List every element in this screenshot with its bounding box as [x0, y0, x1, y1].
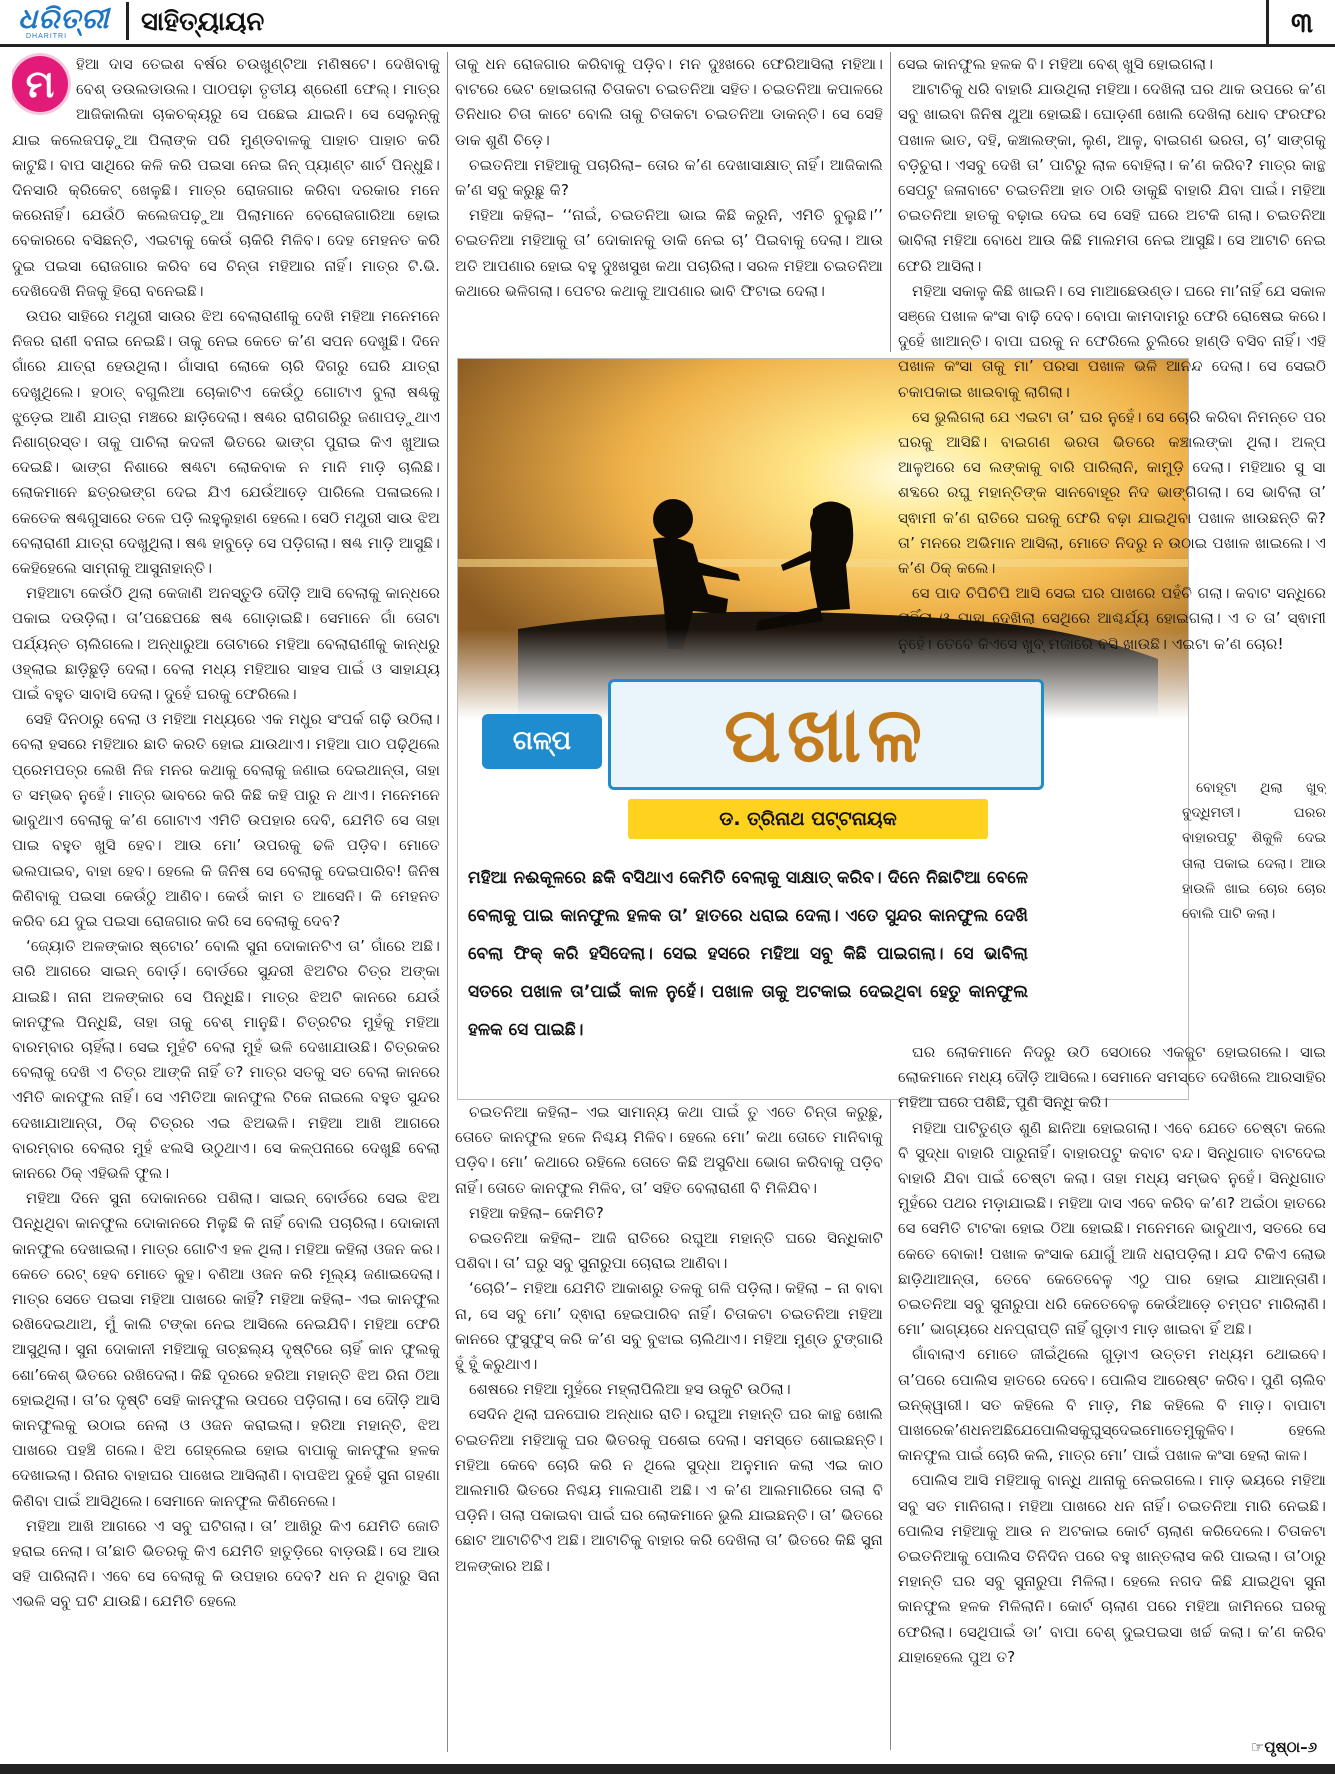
story-column-3-bottom — [898, 1040, 1326, 1750]
story-column-3-top — [898, 52, 1326, 772]
story-column-1 — [12, 52, 440, 1752]
dropcap: ମ — [12, 56, 68, 112]
dharitri-logo — [8, 2, 118, 42]
story-title: ପଖାଳ — [608, 679, 1044, 790]
paragraph: ତାକୁ ଧନ ରୋଜଗାର କରିବାକୁ ପଡ଼ିବ। ମନ ଦୁଃଖରେ ଫେରିଆସିଲା ମହିଆ। ବାଟରେ ଭେଟ ହୋଇଗଲା ଚିତାକଟା ଚଇତନିଆ ସହିତ। ଚଇତନିଆ କପାଳରେ ତିନିଧାର ଚିତା କାଟେ ବୋଲି ତାକୁ ଚିତାକଟା ଚଇତନିଆ ଡାକନ୍ତି। ସେ ସେହି ଡାକ ଶୁଣି ଚିଡ଼େ। — [455, 55, 883, 149]
page-number: ୩ — [1266, 0, 1335, 44]
footer-bar — [0, 1764, 1335, 1774]
story-column-2-top — [455, 52, 883, 352]
paragraph: ମହିଆ ଦିନେ ସୁନା ଦୋକାନରେ ପଶିଲା। ସାଇନ୍ ବୋର୍ଡରେ ସେଇ ଝିଅ ପିନ୍ଧିଥିବା କାନଫୁଲ ଦୋକାନରେ ମିଳୁଛି କି ନାହିଁ ବୋଲି ପଚାରିଲା। ଦୋକାନୀ କାନଫୁଲ ଦେଖାଇଲା। ମାତ୍ର ଗୋଟିଏ ହଳ ଥିଲା। ମହିଆ କହିଲା ଓଜନ କର। କେତେ ରେଟ୍ ହେବ ମୋତେ କୁହ। ବଣିଆ ଓଜନ କରି ମୂଲ୍ୟ ଜଣାଇଦେଲା। ମାତ୍ର ସେତେ ପଇସା ମହିଆ ପାଖରେ କାହିଁ? ମହିଆ କହିଲା– ଏଇ କାନଫୁଲ ରଖିଦେଇଥାଅ, ମୁଁ କାଲି ଟଙ୍କା ନେଇ ଆସିଲେ ନେଇଯିବି। ମହିଆ ଫେରି ଆସୁଥିଲା। ସୁନା ଦୋକାନୀ ମହିଆକୁ ତାଚ୍ଛଲ୍ୟ ଦୃଷ୍ଟିରେ ଚାହିଁ କାନ ଫୁଲକୁ ଶୋ’କେଶ୍ ଭିତରେ ରଖିଦେଲା। କିଛି ଦୂରରେ ହରିଆ ମହାନ୍ତି ଝିଅ ରିନା ଠିଆ ହୋଇଥିଲା। ତା’ର ଦୃଷ୍ଟି ସେହି କାନଫୁଲ ଉପରେ ପଡ଼ିଗଲା। ସେ ଦୌଡ଼ି ଆସି କାନଫୁଲକୁ ଉଠାଇ ନେଲା ଓ ଓଜନ କରାଇଲା। ହରିଆ ମହାନ୍ତି, ଝିଅ ପାଖରେ ପହଞ୍ଚି ଗଲେ। ଝିଅ ଗେହ୍ଲେଇ ହୋଇ ବାପାକୁ କାନଫୁଲ ହଳକ ଦେଖାଇଲା। ରିନାର ବାହାଘର ପାଖେଇ ଆସିଲାଣି। ବାପଝିଅ ଦୁହେଁ ସୁନା ଗହଣା କିଣିବା ପାଇଁ ଆସିଥିଲେ। ସେମାନେ କାନଫୁଲ କିଣିନେଲେ। — [12, 1189, 440, 1510]
paragraph: ସେଦିନ ଥିଲା ଘନଘୋର ଅନ୍ଧାର ରାତି। ରଘୁଆ ମହାନ୍ତି ଘର କାନ୍ଥ ଖୋଲି ଚଇତନିଆ ମହିଆକୁ ଘର ଭିତରକୁ ପଶେଇ ଦେଲା। ସମସ୍ତେ ଶୋଇଛନ୍ତି। ମହିଆ କେବେ ଚୋରି କରି ନ ଥିଲେ ସୁଦ୍ଧା ଅନୁମାନ କଲା ଏଇ କାଠ ଆଲମାରି ଭିତରେ ନିଶ୍ଚୟ ମାଲପାଣି ଅଛି। ଏ କ’ଣ ଆଲମାରିରେ ତାଲା ବି ପଡ଼ିନି। ତାଲା ପକାଇବା ପାଇଁ ଘର ଲୋକମାନେ ଭୁଲି ଯାଇଛନ୍ତି। ତା’ ଭିତରେ ଛୋଟ ଆଟାଚିଟିଏ ଅଛି। ଆଟାଚିକୁ ବାହାର କରି ଦେଖିଲା ତା’ ଭିତରେ କିଛି ସୁନା ଅଳଙ୍କାର ଅଛି। — [455, 1405, 883, 1575]
paragraph: ଚଇତନିଆ କହିଲା– ଏଇ ସାମାନ୍ୟ କଥା ପାଇଁ ତୁ ଏତେ ଚିନ୍ତା କରୁଛୁ, ତୋତେ କାନଫୁଲ ହଳେ ନିଶ୍ଚୟ ମିଳିବ। ହେଲେ ମୋ’ କଥା ତୋତେ ମାନିବାକୁ ପଡ଼ିବ। ମୋ’ କଥାରେ ରହିଲେ ତୋତେ କିଛି ଅସୁବିଧା ଭୋଗ କରିବାକୁ ପଡ଼ିବ ନାହିଁ। ତୋତେ କାନଫୁଲ ମିଳିବ, ତା’ ସହିତ ବେଲାରାଣୀ ବି ମିଳିଯିବ। — [455, 1103, 883, 1197]
paragraph: ସେଇ କାନଫୁଲ ହଳକ ବି। ମହିଆ ବେଶ୍ ଖୁସି ହୋଇଗଲା। — [898, 55, 1214, 73]
paragraph: ଗାଁବାଲାଏ ମୋତେ ଜୀଇଁଥିଲେ ଗୁଡ଼ାଏ ଉତ୍ତମ ମଧ୍ୟମ ଥୋଇବେ। ତା’ପରେ ପୋଲିସ ହାତରେ ଦେବେ। ପୋଲିସ ଆରେଷ୍ଟ କରିବ। ପୁଣି ଚାଲିବ ଇନ୍‌କ୍ୱାରୀ। ସତ କହିଲେ ବି ମାଡ଼, ମିଛ କହିଲେ ବି ମାଡ଼। ବାପାଟା ପାଖରେକ’ଣଧନଅଛିଯେପୋଲିସକୁଘୁସ୍‌ଦେଇମୋତେମୁକୁଳିବ। ହେଲେ କାନଫୁଲ ପାଇଁ ଚୋରି କଲି, ମାତ୍ର ମୋ’ ପାଇଁ ପଖାଳ କଂସା ହେଲା କାଳ। — [898, 1345, 1326, 1465]
story-column-3-narrow — [1182, 776, 1326, 956]
paragraph: ଉପର ସାହିରେ ମଥୁରୀ ସାଉର ଝିଅ ବେଲାରାଣୀକୁ ଦେଖି ମହିଆ ମନେମନେ ନିଜର ରାଣୀ ବନାଇ ନେଇଛି। ତାକୁ ନେଇ କେତେ କ’ଣ ସପନ ଦେଖୁଛି। ଦିନେ ଗାଁରେ ଯାତ୍ରା ହେଉଥିଲା। ଗାଁସାରା ଲୋକେ ଚାରି ଦିଗରୁ ଘେରି ଯାତ୍ରା ଦେଖୁଥିଲେ। ହଠାତ୍ ବଗୁଲିଆ ଚୋକାଟିଏ କେଉଁଠୁ ଗୋଟାଏ ବୁଲା ଷଣ୍ଢକୁ ଝୁଡ଼େଇ ଆଣି ଯାତ୍ରା ମଞ୍ଚରେ ଛାଡ଼ିଦେଲା। ଷଣ୍ଢର ରାଗିଗରିରୁ ଜଣାପଡ଼ୁଥାଏ ନିଶାଗ୍ରସ୍ତ। ତାକୁ ପାଚିଲା କଦଳୀ ଭିତରେ ଭାଙ୍ଗ ପୁରାଇ କିଏ ଖୁଆଇ ଦେଇଛି। ଭାଙ୍ଗ ନିଶାରେ ଷଣ୍ଢଟା ଲୋକବାକ ନ ମାନି ମାଡ଼ି ଚାଲିଛି। ଲୋକମାନେ ଛତ୍ରଭଙ୍ଗ ଦେଇ ଯିଏ ଯେଉଁଆଡ଼େ ପାରିଲେ ପଳାଇଲେ। କେତେକ ଷଣ୍ଢଗୁସାରେ ତଳେ ପଡ଼ି ଲହୁଲୁହାଣ ହେଲେ। ସେଠି ମଥୁରୀ ସାଉ ଝିଅ ବେଲାରାଣୀ ଯାତ୍ରା ଦେଖୁଥିଲା। ଷଣ୍ଢ ହାବୁଡ଼େ ସେ ପଡ଼ିଗଲା। ଷଣ୍ଢ ମାଡ଼ି ଆସୁଛି। କେହିହେଲେ ସାମ୍ନାକୁ ଆସୁନାହାନ୍ତି। — [12, 307, 440, 578]
section-title: ସାହିତ୍ୟାୟନ — [126, 2, 274, 40]
paragraph: ଶେଷରେ ମହିଆ ମୁହଁରେ ମହ୍ଲାପିଲିଆ ହସ ଉକୁଟି ଉଠିଲା। — [469, 1380, 791, 1399]
paragraph: ଚଇତନିଆ ମହିଆକୁ ପଚାରିଲା– ତୋର କ’ଣ ଦେଖାସାକ୍ଷାତ୍ ନାହିଁ। ଆଜିକାଲି କ’ଣ ସବୁ କରୁଛୁ କି? — [455, 155, 883, 200]
paragraph: ମହିଆ ଆଖି ଆଗରେ ଏ ସବୁ ଘଟିଗଲା। ତା’ ଆଖିରୁ କିଏ ଯେମିତି ଜୋତି ହରାଇ ନେଲା। ତା’ଛାତି ଭିତରକୁ କିଏ ଯେମିତି ହାତୁଡ଼ିରେ ବାଡ଼ଉଛି। ସେ ଆଉ ସହି ପାରିଲାନି। ଏବେ ସେ ବେଲାକୁ କି ଉପହାର ଦେବ? ଧନ ନ ଥିବାରୁ ସିନା ଏଭଳି ସବୁ ଘଟି ଯାଉଛି। ଯେମିତି ହେଲେ — [12, 1516, 440, 1611]
paragraph: ସେ ପାଦ ଚିପିଚିପି ଆସି ସେଇ ଘର ପାଖରେ ପହଁଚି ଗଲା। କବାଟ ସନ୍ଧିରେ ଚାହିଁଲା ଓ ଯାହା ଦେଖିଲା ସେଥିରେ ଆଶ୍ଚର୍ଯ୍ୟ ହୋଇଗଲା। ଏ ତ ତା’ ସ୍ଵାମୀ ନୁହେଁ। ତେବେ କିଏସେ ଖୁବ୍ ମଜାରେ ବସି ଖାଉଛି। ଏଇଟା କ’ଣ ଚୋର! — [898, 584, 1326, 653]
paragraph: ‘ଚୋରି’– ମହିଆ ଯେମିତି ଆକାଶରୁ ତଳକୁ ଗଳି ପଡ଼ିଲା। କହିଲା – ନା ବାବା ନା, ସେ ସବୁ ମୋ’ ଦ୍ଵାରା ହେଇପାରିବ ନାହିଁ। ଚିତାକଟା ଚଇତନିଆ ମହିଆ କାନରେ ଫୁସୁଫୁସ୍ କରି କ’ଣ ସବୁ ବୁଝାଇ ଚାଲିଥାଏ। ମହିଆ ମୁଣ୍ଡ ଟୁଙ୍ଗାରି ହୁଁ ହୁଁ କରୁଥାଏ। — [455, 1279, 883, 1374]
column-divider — [890, 1100, 891, 1750]
author-name: ଡ. ତ୍ରିନାଥ ପଟ୍ଟନାୟକ — [628, 799, 988, 839]
paragraph: ହିଆ ଦାସ ତେଇଶ ବର୍ଷର ଚଉଖୁଣ୍ଟିଆ ମଣିଷଟେ। ଦେଖିବାକୁ ବେଶ୍ ଡଉଲଡାଉଲ। ପାଠପଢ଼ା ତୃତୀୟ ଶ୍ରେଣୀ ଫେଲ୍। ମାତ୍ର ଆଜିକାଲିକା ଚାକଚକ୍ୟରୁ ସେ ପଛେଇ ଯାଇନି। ସେ ସେଲୁନ୍‌କୁ ଯାଇ କଲେଜପଢ଼ୁଆ ପିଲାଙ୍କ ପରି ମୁଣ୍ଡବାଳକୁ ପାହାଚ ପାହାଚ କରି କାଟୁଛି। ବାପ ସାଥିରେ କଳି କରି ପଇସା ନେଇ ଜିନ୍ ପ୍ୟାଣ୍ଟ ଶାର୍ଟ ପିନ୍ଧୁଛି। ଦିନସାରି କ୍ରିକେଟ୍ ଖେଳୁଛି। ମାତ୍ର ରୋଜଗାର କରିବା ଦରକାର ମନେ କରେନାହିଁ। ଯେଉଁଠି କଲେଜପଢ଼ୁଆ ପିଲାମାନେ ବେରୋଜଗାରିଆ ହୋଇ ବେକାରରେ ବସିଛନ୍ତି, ଏଇଟାକୁ କେଉଁ ଚାକିରି ମିଳିବ। ଦେହ ମେହନତ କରି ଦୁଇ ପଇସା ରୋଜଗାର କରିବ ସେ ଚିନ୍ତା ମହିଆର ନାହିଁ। ମାତ୍ର ଟି.ଭି. ଦେଖିଦେଖି ନିଜକୁ ହିରୋ ବନେଇଛି। — [12, 55, 440, 300]
paragraph: ମହିଆଟା କେଉଁଠି ଥିଲା କେଜାଣି ଅନସ୍ତୁଡି ଦୌଡ଼ି ଆସି ବେଲାକୁ କାନ୍ଧରେ ପକାଇ ଦଉଡ଼ିଲା। ତା’ପଛେପଛେ ଷଣ୍ଢ ଗୋଡ଼ାଇଛି। ସେମାନେ ଗାଁ ତୋଟା ପର୍ଯ୍ୟନ୍ତ ଚାଲିଗଲେ। ଅନ୍ଧାରୁଆ ତୋଟାରେ ମହିଆ ବେଲାରାଣୀକୁ କାନ୍ଧରୁ ଓହ୍ଲାଇ ଛାଡ଼ିଛୁଡ଼ି ଦେଲା। ବେଲା ମଧ୍ୟ ମହିଆର ସାହସ ପାଇଁ ଓ ସାହାଯ୍ୟ ପାଇଁ ବହୁତ ସାବାସି ଦେଲା। ଦୁହେଁ ଘରକୁ ଫେରିଲେ। — [12, 584, 440, 704]
paragraph: ମହିଆ ସକାଳୁ କିଛି ଖାଇନି। ସେ ମାଆଛେଉଣ୍ଡ। ଘରେ ମା’ନାହିଁ ଯେ ସକାଳ ସଞ୍ଜେ ପଖାଳ କଂସା ବାଢ଼ି ଦେବ। ବୋପା କାମଦାମରୁ ଫେରି ରୋଷେଇ କରେ। ଦୁହେଁ ଖାଆନ୍ତି। ବାପା ଘରକୁ ନ ଫେରିଲେ ଚୁଲିରେ ହାଣ୍ଡି ବସିବ ନାହିଁ। ଏହି ପଖାଳ କଂସା ତାକୁ ମା’ ପରସା ପଖାଳ ଭଳି ଆନନ୍ଦ ଦେଲା। ସେ ସେଇଠି ଚକାପକାଇ ଖାଇବାକୁ ଲାଗିଲା। — [898, 281, 1326, 401]
paragraph: ବୋହୂଟା ଥିଲା ଖୁବ୍ ବୁଦ୍ଧିମତୀ। ଘରର ବାହାରପଟୁ ଶିକୁଳି ଦେଇ ତାଲା ପକାଇ ଦେଲା। ଆଉ ହାଉଳି ଖାଇ ଚୋର ଚୋର ବୋଲି ପାଟି କଲା। — [1182, 780, 1326, 923]
paragraph: ମହିଆ ପାଟିତୁଣ୍ଡ ଶୁଣି ଛାନିଆ ହୋଇଗଲା। ଏବେ ଯେତେ ଚେଷ୍ଟା କଲେ ବି ସୁଦ୍ଧା ବାହାରି ପାରୁନାହିଁ। ବାହାରପଟୁ କବାଟ ବନ୍ଦ। ସିନ୍ଧିଗାତ ବାଟଦେଇ ବାହାରି ଯିବା ପାଇଁ ଚେଷ୍ଟା କଲା। ତାହା ମଧ୍ୟ ସମ୍ଭବ ନୁହେଁ। ସିନ୍ଧିଗାତ ମୁହଁରେ ପଥର ମଡ଼ାଯାଇଛି। ମହିଆ ଦାସ ଏବେ କରିବ କ’ଣ? ଅଇଁଠା ହାତରେ ସେ ସେମିତି ଟାଟକା ହୋଇ ଠିଆ ହୋଇଛି। ମନେମନେ ଭାବୁଥାଏ, ସତରେ ସେ କେତେ ବୋକା! ପଖାଳ କଂସାକ ଯୋଗୁଁ ଆଜି ଧରାପଡ଼ିଲା। ଯଦି ଟିକିଏ ଲୋଭ ଛାଡ଼ିଥାଆନ୍ତା, ତେବେ କେତେବେଳୁ ଏଠୁ ପାର ହୋଇ ଯାଆନ୍ତାଣି। ଚଇତନିଆ ସବୁ ସୁନାରୁପା ଧରି କେତେବେଳୁ କେଉଁଆଡ଼େ ଚମ୍ପଟ ମାରିଲାଣି। ମୋ’ ଭାଗ୍ୟରେ ଧନପ୍ରାପ୍ତି ନାହିଁ ଗୁଡ଼ାଏ ମାଡ଼ ଖାଇବା ହିଁ ଅଛି। — [898, 1118, 1326, 1339]
paragraph: ମହିଆ କହିଲା– ‘‘ନାଇଁ, ଚଇତନିଆ ଭାଇ କିଛି କରୁନି, ଏମିତି ବୁଲୁଛି।’’ ଚଇତନିଆ ମହିଆକୁ ତା’ ଦୋକାନକୁ ଡାକି ନେଇ ଚା’ ପିଇବାକୁ ଦେଲା। ଆଉ ଅତି ଆପଣାର ହୋଇ ବହୁ ଦୁଃଖସୁଖ କଥା ପଚାରିଲା। ସରଳ ମହିଆ ଚଇତନିଆ କଥାରେ ଭଳିଗଲା। ପେଟର କଥାକୁ ଆପଣାର ଭାବି ଫିଟାଇ ଦେଲା। — [455, 206, 883, 300]
continued-page-link[interactable]: ☞ପୃଷ୍ଠା–୬ — [1250, 1738, 1317, 1756]
paragraph-list — [12, 52, 440, 1615]
page-header — [0, 0, 1335, 47]
paragraph: ମହିଆ କହିଲା– କେମିତି? — [469, 1203, 604, 1222]
column-divider — [447, 52, 448, 1752]
paragraph: ‘ଜ୍ୟୋତି ଅଳଙ୍କାର ଷ୍ଟୋର’ ବୋଲି ସୁନା ଦୋକାନଟିଏ ତା’ ଗାଁରେ ଅଛି। ତାରି ଆଗରେ ସାଇନ୍ ବୋର୍ଡ଼। ବୋର୍ଡରେ ସୁନ୍ଦରୀ ଝିଅଟିର ଚିତ୍ର ଅଙ୍କା ଯାଇଛି। ନାନା ଅଳଙ୍କାର ସେ ପିନ୍ଧିଛି। ମାତ୍ର ଝିଅଟି କାନରେ ଯେଉଁ କାନଫୁଲ ପିନ୍ଧିଛି, ତାହା ତାକୁ ବେଶ୍ ମାନୁଛି। ଚିତ୍ରଟିର ମୁହଁକୁ ମହିଆ ବାରମ୍ବାର ଚାହିଁଲା। ସେଇ ମୁହଁଟି ବେଲା ମୁହଁ ଭଳି ଦେଖାଯାଉଛି। ଚିତ୍ରକର ବେଲାକୁ ଦେଖି ଏ ଚିତ୍ର ଆଙ୍କି ନାହିଁ ତ? ମାତ୍ର ସତକୁ ସତ ବେଲା କାନରେ ଏମିତି କାନଫୁଲ ନାହିଁ। ସେ ଏମିତିଆ କାନଫୁଲ ଟିକେ ନାଇଲେ ବହୁତ ସୁନ୍ଦର ଦେଖାଯାଆନ୍ତା, ଠିକ୍ ଚିତ୍ରର ଏଇ ଝିଅଭଳି। ମହିଆ ଆଖି ଆଗରେ ବାରମ୍ବାର ବେଲାର ମୁହଁ ଝଲସି ଉଠୁଥାଏ। ସେ କଳ୍ପନାରେ ଦେଖୁଛି ବେଲା କାନରେ ଠିକ୍ ଏହିଭଳି ଫୁଲ। — [12, 937, 440, 1182]
paragraph: ସେ ଭୁଲିଗଲା ଯେ ଏଇଟା ତା’ ଘର ନୁହେଁ। ସେ ଚୋରି କରିବା ନିମନ୍ତେ ପର ଘରକୁ ଆସିଛି। ବାଇଗଣ ଭରତା ଭିତରେ କଞ୍ଚାଲଙ୍କା ଥିଲା। ଅଳ୍ପ ଆଳୁଅରେ ସେ ଲଙ୍କାକୁ ବାରି ପାରିଲାନି, କାମୁଡ଼ି ଦେଲା। ମହିଆର ସୁ ସା ଶବ୍ଦରେ ରଘୁ ମହାନ୍ତିଙ୍କ ସାନବୋହୂର ନିଦ ଭାଙ୍ଗିଗଲା। ସେ ଭାବିଲା ତା’ ସ୍ଵାମୀ କ’ଣ ରାତିରେ ଘରକୁ ଫେରି ବଢ଼ା ଯାଇଥିବା ପଖାଳ ଖାଉଛନ୍ତି କି? ତା’ ମନରେ ଅଭିମାନ ଆସିଲା, ମୋତେ ନିଦରୁ ନ ଉଠାଇ ପଖାଳ ଖାଇଲେ। ଏ କ’ଣ ଠିକ୍ କଲେ। — [898, 407, 1326, 578]
story-tag: ଗଳ୍ପ — [482, 714, 602, 769]
pull-quote: ମହିଆ ନଈକୂଳରେ ଛକି ବସିଥାଏ କେମିତି ବେଲାକୁ ସାକ୍ଷାତ୍ କରିବ। ଦିନେ ନିଛାଟିଆ ବେଳେ ବେଲାକୁ ପାଇ କାନଫୁଲ ହଳକ ତା’ ହାତରେ ଧରାଇ ଦେଲା। ଏତେ ସୁନ୍ଦର କାନଫୁଲ ଦେଖି ବେଲା ଫିକ୍ କରି ହସିଦେଲା। ସେଇ ହସରେ ମହିଆ ସବୁ କିଛି ପାଇଗଲା। ସେ ଭାବିଲା ସତରେ ପଖାଳ ତା’ପାଇଁ କାଳ ନୁହେଁ। ପଖାଳ ତାକୁ ଅଟକାଇ ଦେଇଥିବା ହେତୁ କାନଫୁଲ ହଳକ ସେ ପାଇଛି। — [468, 868, 1028, 1040]
paragraph: ପୋଲିସ ଆସି ମହିଆକୁ ବାନ୍ଧି ଥାନାକୁ ନେଇଗଲେ। ମାଡ଼ ଭୟରେ ମହିଆ ସବୁ ସତ ମାନିଗଲା। ମହିଆ ପାଖରେ ଧନ ନାହିଁ। ଚଇତନିଆ ମାରି ନେଇଛି। ପୋଲିସ ମହିଆକୁ ଆଉ ନ ଅଟକାଇ କୋର୍ଟ ଚାଲାଣ କରିଦେଲେ। ଚିତାକଟା ଚଇତନିଆକୁ ପୋଲିସ ତିନିଦିନ ପରେ ବହୁ ଖାନ୍ତଲାସ କରି ପାଇଲା। ତା’ଠାରୁ ମହାନ୍ତି ଘର ସବୁ ସୁନାରୁପା ମିଳିଲା। ହେଲେ ନଗଦ କିଛି ଯାଇଥିବା ସୁନା କାନଫୁଲ ହଳକ ମିଳିଲାନି। କୋର୍ଟ ଚାଲାଣ ପରେ ମହିଆ ଜାମିନରେ ଘରକୁ ଫେରିଲା। ସେଥିପାଇଁ ଡା’ ବାପା ବେଶ୍ ଦୁଇପଇସା ଖର୍ଚ୍ଚ କଲା। କ’ଣ କରିବ ଯାହାହେଲେ ପୁଅ ତ? — [898, 1471, 1326, 1666]
paragraph: ଚଇତନିଆ କହିଲା– ଆଜି ରାତିରେ ରଘୁଆ ମହାନ୍ତି ଘରେ ସିନ୍ଧିକାଟି ପଶିବା। ତା’ ଘରୁ ସବୁ ସୁନାରୁପା ଚୋରାଇ ଆଣିବା। — [455, 1229, 883, 1273]
logo-text: ଧରିତ୍ରୀ — [18, 2, 110, 35]
paragraph: ଘର ଲୋକମାନେ ନିଦରୁ ଉଠି ସେଠାରେ ଏକଜୁଟ ହୋଇଗଲେ। ସାଇ ଲୋକମାନେ ମଧ୍ୟ ଦୌଡ଼ି ଆସିଲେ। ସେମାନେ ସମସ୍ତେ ଦେଖିଲେ ଆରସାହିର ମହିଆ ଘରେ ପଶିଛି, ପୁଣି ସିନ୍ଧି କରି। — [898, 1043, 1326, 1112]
logo-subtext: DHARITRI — [26, 33, 68, 40]
column-divider — [890, 52, 891, 352]
paragraph: ଆଟାଚିକୁ ଧରି ବାହାରି ଯାଉଥିଲା ମହିଆ। ଦେଖିଲା ଘର ଥାକ ଉପରେ କ’ଣ ସବୁ ଖାଇବା ଜିନିଷ ଥୁଆ ହୋଇଛି। ଘୋଡ଼ଣୀ ଖୋଲି ଦେଖିଲା ଧୋବ ଫରଫର ପଖାଳ ଭାତ, ଦହି, କଞ୍ଚାଲଙ୍କା, ଲୁଣ, ଆଳୁ, ବାଇଗଣ ଭରତା, ଚା’ ସାଙ୍ଗକୁ ବଡ଼ିଚୁରା। ଏସବୁ ଦେଖି ତା’ ପାଟିରୁ ଲାଳ ବୋହିଲା। କ’ଣ କରିବ? ମାତ୍ର କାନ୍ଥ ସେପଟୁ ଜଳାବାଟେ ଚଇତନିଆ ହାତ ଠାରି ଡାକୁଛି ବାହାରି ଯିବା ପାଇଁ। ମହିଆ ଚଇତନିଆ ହାତକୁ ବଢ଼ାଇ ଦେଇ ସେ ସେହି ଘରେ ଅଟକି ଗଲା। ଚଇତନିଆ ଭାବିଲା ମହିଆ ବୋଧେ ଆଉ କିଛି ମାଲମତା ନେଇ ଆସୁଛି। ସେ ଆଟାଚି ନେଇ ଫେରି ଆସିଲା। — [898, 80, 1326, 275]
story-column-2-bottom — [455, 1100, 883, 1750]
paragraph: ସେହି ଦିନଠାରୁ ବେଲା ଓ ମହିଆ ମଧ୍ୟରେ ଏକ ମଧୁର ସଂପର୍କ ଗଢ଼ି ଉଠିଲା। ବେଲା ହସରେ ମହିଆର ଛାତି କରତି ହୋଇ ଯାଉଥାଏ। ମହିଆ ପାଠ ପଢ଼ିଥିଲେ ପ୍ରେମପତ୍ର ଲେଖି ନିଜ ମନର କଥାକୁ ବେଲାକୁ ଜଣାଇ ଦେଇଥାନ୍ତା, ତାହା ତ ସମ୍ଭବ ନୁହେଁ। ମାତ୍ର ଭାବରେ କରି କିଛି କହି ପାରୁ ନ ଥାଏ। ମନେମନେ ଭାବୁଥାଏ ବେଲାକୁ କ’ଣ ଗୋଟାଏ ଏମିତି ଉପହାର ଦେବି, ଯେମିତି ସେ ତାହା ପାଇ ବହୁତ ଖୁସି ହେବ। ଆଉ ମୋ’ ଉପରକୁ ଢଳି ପଡ଼ିବ। ମୋତେ ଭଲପାଇବ, ବାହା ହେବ। ହେଲେ କି ଜିନିଷ ସେ ବେଲାକୁ ଦେଇପାରିବ! ଜିନିଷ କିଣିବାକୁ ପଇସା କେଉଁଠୁ ଆଣିବ। କେଉଁ କାମ ତ ଆସେନି। କି ମେହନତ କରିବ ଯେ ଦୁଇ ପଇସା ରୋଜଗାର କରି ସେ ବେଲାକୁ ଦେବ? — [12, 710, 440, 930]
